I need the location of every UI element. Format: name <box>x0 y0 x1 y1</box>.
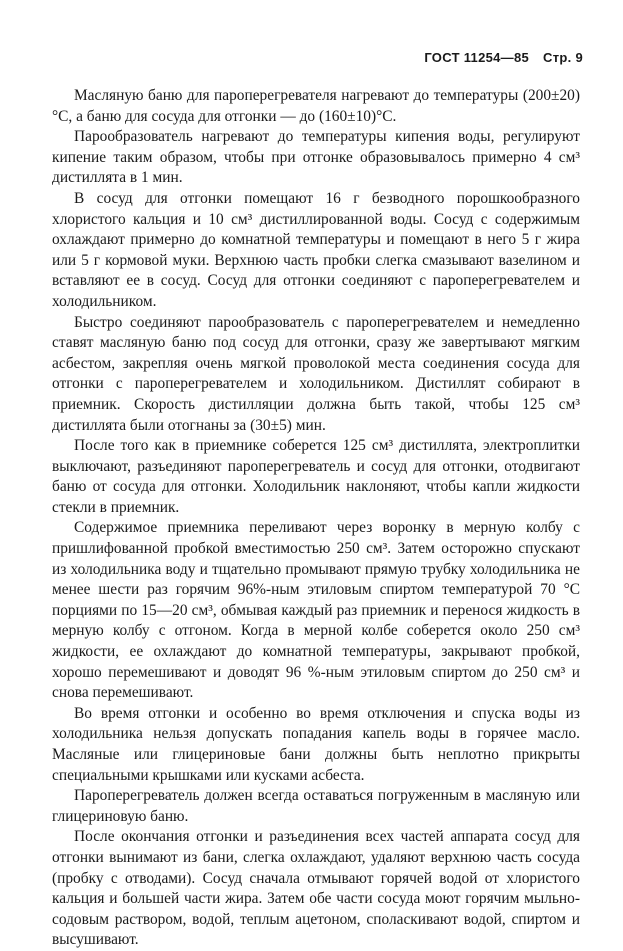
paragraph-sample-loading: В сосуд для отгонки помещают 16 г безводного порошкообразного хлористого кальция и 10 см³ дистиллированной воды. Сосуд с содержимым охлаждают примерно до комнатной температуры и помещают в него 5 г жира или 5 г кормовой муки. Верхнюю часть пробки слегка смазывают вазелином и вставляют ее в сосуд. Сосуд для отгонки соединяют с пароперегревателем и холодильником. <box>52 189 580 310</box>
page-number: Стр. 9 <box>543 50 583 65</box>
paragraph-distillation: Быстро соединяют парообразователь с пароперегревателем и немедленно ставят масляную баню под сосуд для отгонки, сразу же завертывают мягким асбестом, закрепляя очень мягкой проволокой места соединения сосуда для отгонки с пароперегревателем и холодильником. Дистиллят собирают в приемник. Скорость дистилляции должна быть такой, чтобы 125 см³ дистиллята были отогнаны за (30±5) мин. <box>52 313 580 434</box>
paragraph-washing-condenser: Содержимое приемника переливают через воронку в мерную колбу с пришлифованной пробкой вместимостью 250 см³. Затем осторожно спускают из холодильника воду и тщательно промывают прямую трубку холодильника не менее шести раз горячим 96%-ным этиловым спиртом температурой 70 °С порциями по 15—20 см³, обмывая каждый раз приемник и перенося жидкость в мерную колбу с отгоном. Когда в мерной колбе соберется около 250 см³ жидкости, ее охлаждают до комнатной температуры, закрывают пробкой, хорошо перемешивают и доводят 96 %-ным этиловым спиртом до 250 см³ и снова перемешивают. <box>52 519 580 702</box>
paragraph-superheater: Пароперегреватель должен всегда оставаться погруженным в масляную или глицериновую баню. <box>52 787 580 825</box>
page-header <box>424 50 583 65</box>
paragraph-steam-generator: Парообразователь нагревают до температуры кипения воды, регулируют кипение таким образом, чтобы при отгонке образовывалось примерно 4 см³ дистиллята в 1 мин. <box>52 128 580 187</box>
body-text <box>52 86 580 951</box>
paragraph-disconnect: После того как в приемнике соберется 125 см³ дистиллята, электроплитки выключают, разъединяют пароперегреватель и сосуд для отгонки, отодвигают баню от сосуда для отгонки. Холодильник наклоняют, чтобы капли жидкости стекли в приемник. <box>52 437 580 516</box>
paragraph-cleaning: После окончания отгонки и разъединения всех частей аппарата сосуд для отгонки вынимают из бани, слегка охлаждают, удаляют верхнюю часть сосуда (пробку с отводами). Сосуд сначала отмывают горячей водой от хлористого кальция и большей части жира. Затем обе части сосуда моют горячим мыльно-содовым раствором, водой, теплым ацетоном, споласкивают водой, спиртом и высушивают. <box>52 828 580 949</box>
standard-number: ГОСТ 11254—85 <box>424 50 530 65</box>
paragraph-safety: Во время отгонки и особенно во время отключения и спуска воды из холодильника нельзя допускать попадания капель воды в горячее масло. Масляные или глицериновые бани должны быть неплотно прикрыты специальными крышками или кусками асбеста. <box>52 704 580 784</box>
paragraph-bath-temperature: Масляную баню для пароперегревателя нагревают до температуры (200±20) °С, а баню для сосуда для отгонки — до (160±10)°С. <box>52 87 580 125</box>
